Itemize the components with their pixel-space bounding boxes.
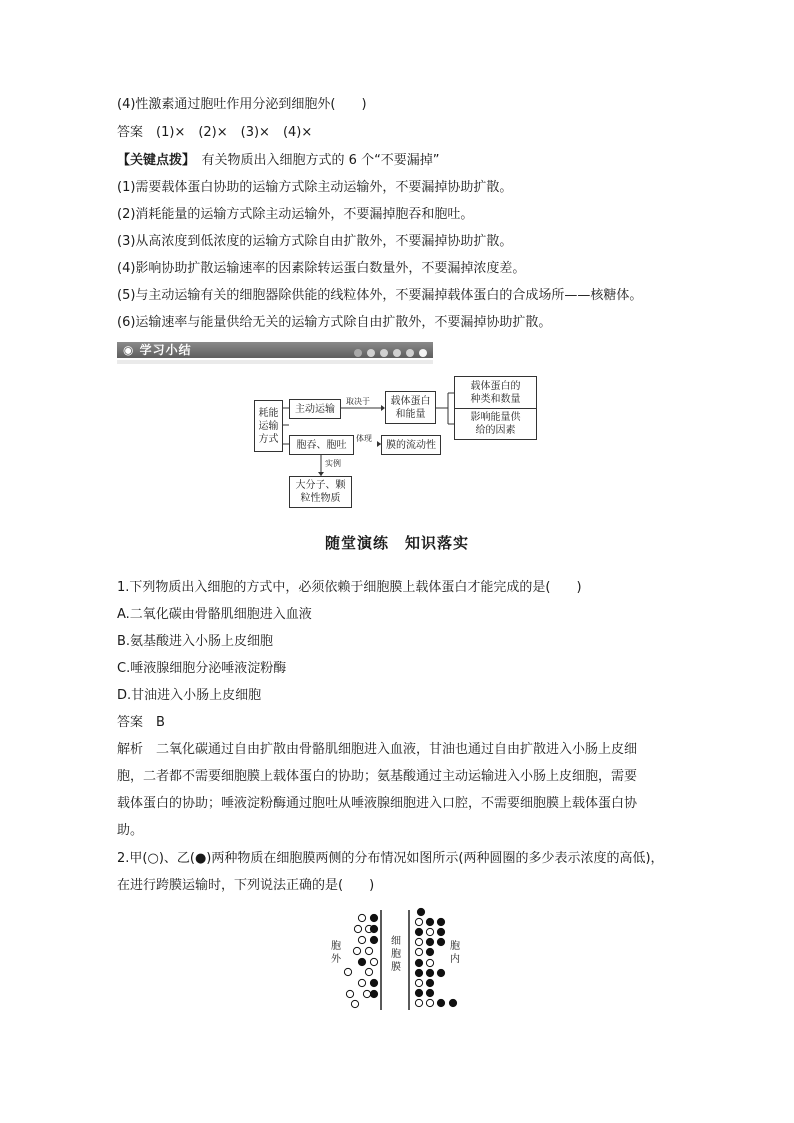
open-particle [365, 947, 372, 954]
open-particle [415, 938, 422, 945]
q1-option-a: A.二氧化碳由骨骼肌细胞进入血液 [117, 607, 312, 622]
filled-particle [426, 938, 433, 945]
section-heading: 随堂演练 知识落实 [324, 534, 469, 552]
key-point-4: (4)影响协助扩散运输速率的因素除转运蛋白数量外，不要漏掉浓度差。 [117, 261, 526, 276]
section-bar [117, 342, 433, 358]
filled-particle [437, 928, 444, 935]
fluidity-box: 膜的流动性 [381, 435, 441, 455]
q1-stem: 1.下列物质出入细胞的方式中，必须依赖于细胞膜上载体蛋白才能完成的是( ) [117, 580, 582, 595]
key-points-tag: 【关键点拨】 [117, 153, 189, 168]
filled-particle [426, 948, 433, 955]
key-point-3: (3)从高浓度到低浓度的运输方式除自由扩散外，不要漏掉协助扩散。 [117, 234, 513, 249]
key-points-header [117, 152, 440, 170]
filled-particle [415, 928, 422, 935]
filled-particle [426, 969, 433, 976]
q1-option-b: B.氨基酸进入小肠上皮细胞 [117, 634, 274, 649]
energy-factor-box: 影响能量供 给的因素 [454, 408, 537, 440]
q1-analysis-1: 解析 二氧化碳通过自由扩散由骨骼肌细胞进入血液，甘油也通过自由扩散进入小肠上皮细 [117, 742, 638, 757]
filled-particle [370, 925, 377, 932]
filled-particle [437, 969, 444, 976]
filled-particle [449, 999, 456, 1006]
filled-particle [426, 918, 433, 925]
filled-particle [426, 989, 433, 996]
filled-particle [415, 989, 422, 996]
open-particle [415, 948, 422, 955]
q1-option-d: D.甘油进入小肠上皮细胞 [117, 688, 262, 703]
q1-analysis-3: 载体蛋白的协助；唾液淀粉酶通过胞吐从唾液腺细胞进入口腔，不需要细胞膜上载体蛋白协 [117, 796, 638, 811]
q1-answer: 答案 B [117, 715, 165, 730]
endo-exo-box: 胞吞、胞吐 [289, 435, 354, 455]
filled-particle [358, 958, 365, 965]
open-particle [415, 918, 422, 925]
open-particle [415, 999, 422, 1006]
carrier-energy-box: 载体蛋白 和能量 [385, 391, 436, 424]
section-dots [349, 346, 427, 361]
answer-label: 答案 [117, 125, 144, 140]
q1-analysis-2: 胞，二者都不需要细胞膜上载体蛋白的协助；氨基酸通过主动运输进入小肠上皮细胞，需要 [117, 769, 638, 784]
open-particle [344, 968, 351, 975]
q2-stem-1: 2.甲(○)、乙(●)两种物质在细胞膜两侧的分布情况如图所示(两种圆圈的多少表示浓度的高低)， [117, 851, 664, 866]
reflects-label: 体现 [356, 434, 372, 443]
key-point-6: (6)运输速率与能量供给无关的运输方式除自由扩散外，不要漏掉协助扩散。 [117, 315, 552, 330]
open-particle [365, 925, 372, 932]
filled-particle [437, 918, 444, 925]
open-particle [358, 936, 365, 943]
q2-stem-2: 在进行跨膜运输时，下列说法正确的是( ) [117, 878, 375, 893]
outside-label: 胞 外 [331, 941, 341, 965]
open-particle [415, 979, 422, 986]
question-4: (4)性激素通过胞吐作用分泌到细胞外( ) [117, 97, 367, 112]
open-particle [358, 914, 365, 921]
root-box: 耗能 运输 方式 [254, 400, 283, 452]
filled-particle [370, 979, 377, 986]
filled-particle [415, 969, 422, 976]
key-points-title: 有关物质出入细胞方式的 6 个“不要漏掉” [201, 153, 440, 168]
macro-box: 大分子、颗 粒性物质 [289, 476, 352, 508]
filled-particle [370, 936, 377, 943]
q1-analysis-4: 助。 [117, 823, 144, 838]
open-particle [426, 959, 433, 966]
example-label: 实例 [325, 459, 341, 468]
filled-particle [417, 908, 424, 915]
section-title: ◉ 学习小结 [123, 343, 192, 357]
filled-particle [426, 979, 433, 986]
filled-particle [437, 999, 444, 1006]
answer-values: (1)× (2)× (3)× (4)× [156, 125, 313, 140]
q1-option-c: C.唾液腺细胞分泌唾液淀粉酶 [117, 661, 287, 676]
filled-particle [370, 990, 377, 997]
answer-line [117, 124, 312, 142]
open-particle [358, 979, 365, 986]
open-particle [351, 1000, 358, 1007]
open-particle [363, 990, 370, 997]
filled-particle [415, 959, 422, 966]
carrier-kind-box: 载体蛋白的 种类和数量 [454, 376, 537, 410]
open-particle [370, 958, 377, 965]
active-transport-box: 主动运输 [289, 399, 341, 419]
key-point-5: (5)与主动运输有关的细胞器除供能的线粒体外，不要漏掉载体蛋白的合成场所——核糖体。 [117, 288, 643, 303]
open-particle [365, 968, 372, 975]
open-particle [346, 990, 353, 997]
key-point-1: (1)需要载体蛋白协助的运输方式除主动运输外，不要漏掉协助扩散。 [117, 180, 513, 195]
open-particle [353, 947, 360, 954]
filled-particle [437, 938, 444, 945]
open-particle [354, 925, 361, 932]
open-particle [426, 928, 433, 935]
open-particle [426, 999, 433, 1006]
section-rule [117, 360, 433, 364]
filled-particle [370, 914, 377, 921]
membrane-label: 细 胞 膜 [391, 936, 401, 973]
depends-on-label: 取决于 [346, 397, 370, 406]
key-point-2: (2)消耗能量的运输方式除主动运输外，不要漏掉胞吞和胞吐。 [117, 207, 474, 222]
inside-label: 胞 内 [450, 941, 460, 965]
